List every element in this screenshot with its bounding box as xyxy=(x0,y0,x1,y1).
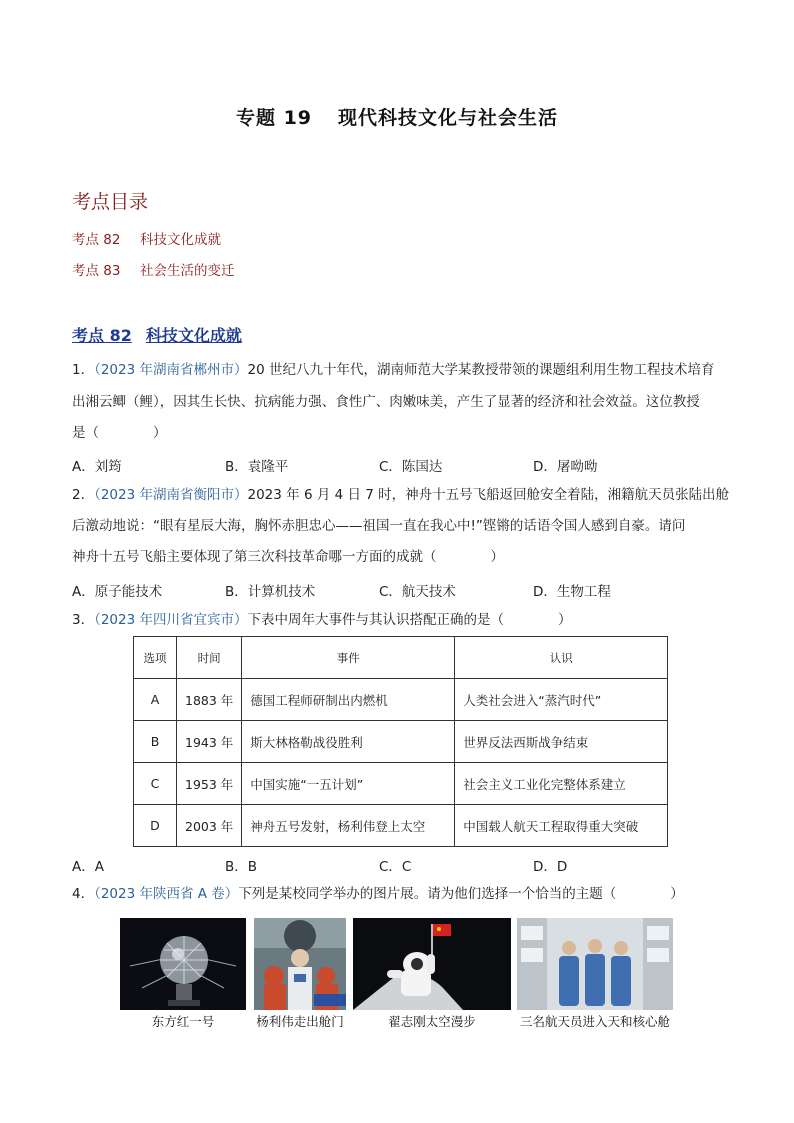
table-cell: 人类社会进入“蒸汽时代” xyxy=(455,679,668,721)
option-c[interactable]: C．C xyxy=(379,859,412,875)
spacewalk-photo xyxy=(353,918,511,1010)
question-text: 20 世纪八九十年代，湖南师范大学某教授带领的课题组利用生物工程技术培育 xyxy=(247,362,715,378)
space-station-crew-photo xyxy=(517,918,673,1010)
table-row xyxy=(134,679,668,721)
option-d[interactable]: D．生物工程 xyxy=(533,584,611,600)
question-2-line3: 神舟十五号飞船主要体现了第三次科技革命哪一方面的成就（ ） xyxy=(72,549,504,565)
page-title xyxy=(0,103,794,130)
table-cell: D xyxy=(134,805,177,847)
toc-item-label: 科技文化成就 xyxy=(140,232,221,248)
table-header: 认识 xyxy=(455,637,668,679)
table-cell: A xyxy=(134,679,177,721)
question-number: 3． xyxy=(72,612,95,628)
option-b[interactable]: B．计算机技术 xyxy=(225,584,316,600)
option-b[interactable]: B．B xyxy=(225,859,258,875)
table-cell: 1943 年 xyxy=(177,721,242,763)
table-cell: 中国实施“一五计划” xyxy=(242,763,455,805)
table-header: 事件 xyxy=(242,637,455,679)
question-text: 下列是某校同学举办的图片展。请为他们选择一个恰当的主题（ ） xyxy=(238,886,684,902)
table-cell: 2003 年 xyxy=(177,805,242,847)
toc-item-num: 考点 82 xyxy=(72,232,121,248)
table-cell: C xyxy=(134,763,177,805)
picture-caption: 三名航天员进入天和核心舱 xyxy=(519,1014,670,1029)
table-cell: 斯大林格勒战役胜利 xyxy=(242,721,455,763)
option-b[interactable]: B．袁隆平 xyxy=(225,459,289,475)
toc-item[interactable] xyxy=(72,259,235,279)
question-1-line2: 出湘云鲫（鲤），因其生长快、抗病能力强、食性广、肉嫩味美，产生了显著的经济和社会效益。这位教授 xyxy=(72,394,700,410)
table-cell: B xyxy=(134,721,177,763)
option-d[interactable]: D．屠呦呦 xyxy=(533,459,598,475)
table-cell: 神舟五号发射，杨利伟登上太空 xyxy=(242,805,455,847)
events-table xyxy=(133,636,668,847)
satellite-photo xyxy=(120,918,246,1010)
table-cell: 1883 年 xyxy=(177,679,242,721)
question-source: （2023 年陕西省 A 卷） xyxy=(94,886,239,902)
question-2-line2: 后激动地说：“眼有星辰大海，胸怀赤胆忠心——祖国一直在我心中!”铿锵的话语令国人感到自豪。请问 xyxy=(72,518,686,534)
question-source: （2023 年四川省宜宾市） xyxy=(94,612,248,628)
table-header: 选项 xyxy=(134,637,177,679)
question-1-line1 xyxy=(72,360,732,380)
table-row xyxy=(134,805,668,847)
question-source: （2023 年湖南省郴州市） xyxy=(94,362,248,378)
topic-number: 专题 19 xyxy=(235,107,313,129)
table-row xyxy=(134,721,668,763)
picture-caption: 翟志刚太空漫步 xyxy=(388,1014,476,1029)
table-header: 时间 xyxy=(177,637,242,679)
table-cell: 1953 年 xyxy=(177,763,242,805)
section-num: 考点 82 xyxy=(72,326,132,345)
option-d[interactable]: D．D xyxy=(533,859,568,875)
question-3-line1 xyxy=(72,610,732,630)
toc-heading: 考点目录 xyxy=(72,191,149,213)
table-header-row xyxy=(134,637,668,679)
question-2-line1 xyxy=(72,485,732,505)
picture-caption: 杨利伟走出舱门 xyxy=(256,1014,344,1029)
question-text: 2023 年 6 月 4 日 7 时，神舟十五号飞船返回舱安全着陆，湘籍航天员张陆出舱 xyxy=(247,487,730,503)
option-c[interactable]: C．陈国达 xyxy=(379,459,443,475)
option-a[interactable]: A．原子能技术 xyxy=(72,584,163,600)
astronaut-exit-photo xyxy=(254,918,346,1010)
option-a[interactable]: A．刘筠 xyxy=(72,459,122,475)
table-cell: 德国工程师研制出内燃机 xyxy=(242,679,455,721)
picture-caption: 东方红一号 xyxy=(151,1014,215,1029)
table-cell: 中国载人航天工程取得重大突破 xyxy=(455,805,668,847)
topic-name: 现代科技文化与社会生活 xyxy=(338,107,559,129)
question-source: （2023 年湖南省衡阳市） xyxy=(94,487,248,503)
toc-item-num: 考点 83 xyxy=(72,263,121,279)
toc-item-label: 社会生活的变迁 xyxy=(140,263,235,279)
question-1-line3: 是（ ） xyxy=(72,425,167,441)
table-cell: 世界反法西斯战争结束 xyxy=(455,721,668,763)
option-a[interactable]: A．A xyxy=(72,859,104,875)
question-number: 4． xyxy=(72,886,95,902)
question-number: 1． xyxy=(72,362,95,378)
question-number: 2． xyxy=(72,487,95,503)
question-text: 下表中周年大事件与其认识搭配正确的是（ ） xyxy=(247,612,572,628)
table-row xyxy=(134,763,668,805)
option-c[interactable]: C．航天技术 xyxy=(379,584,456,600)
question-4-line1 xyxy=(72,884,732,904)
toc-item[interactable] xyxy=(72,228,221,248)
section-label: 科技文化成就 xyxy=(145,326,242,345)
table-cell: 社会主义工业化完整体系建立 xyxy=(455,763,668,805)
section-heading[interactable] xyxy=(72,323,242,346)
